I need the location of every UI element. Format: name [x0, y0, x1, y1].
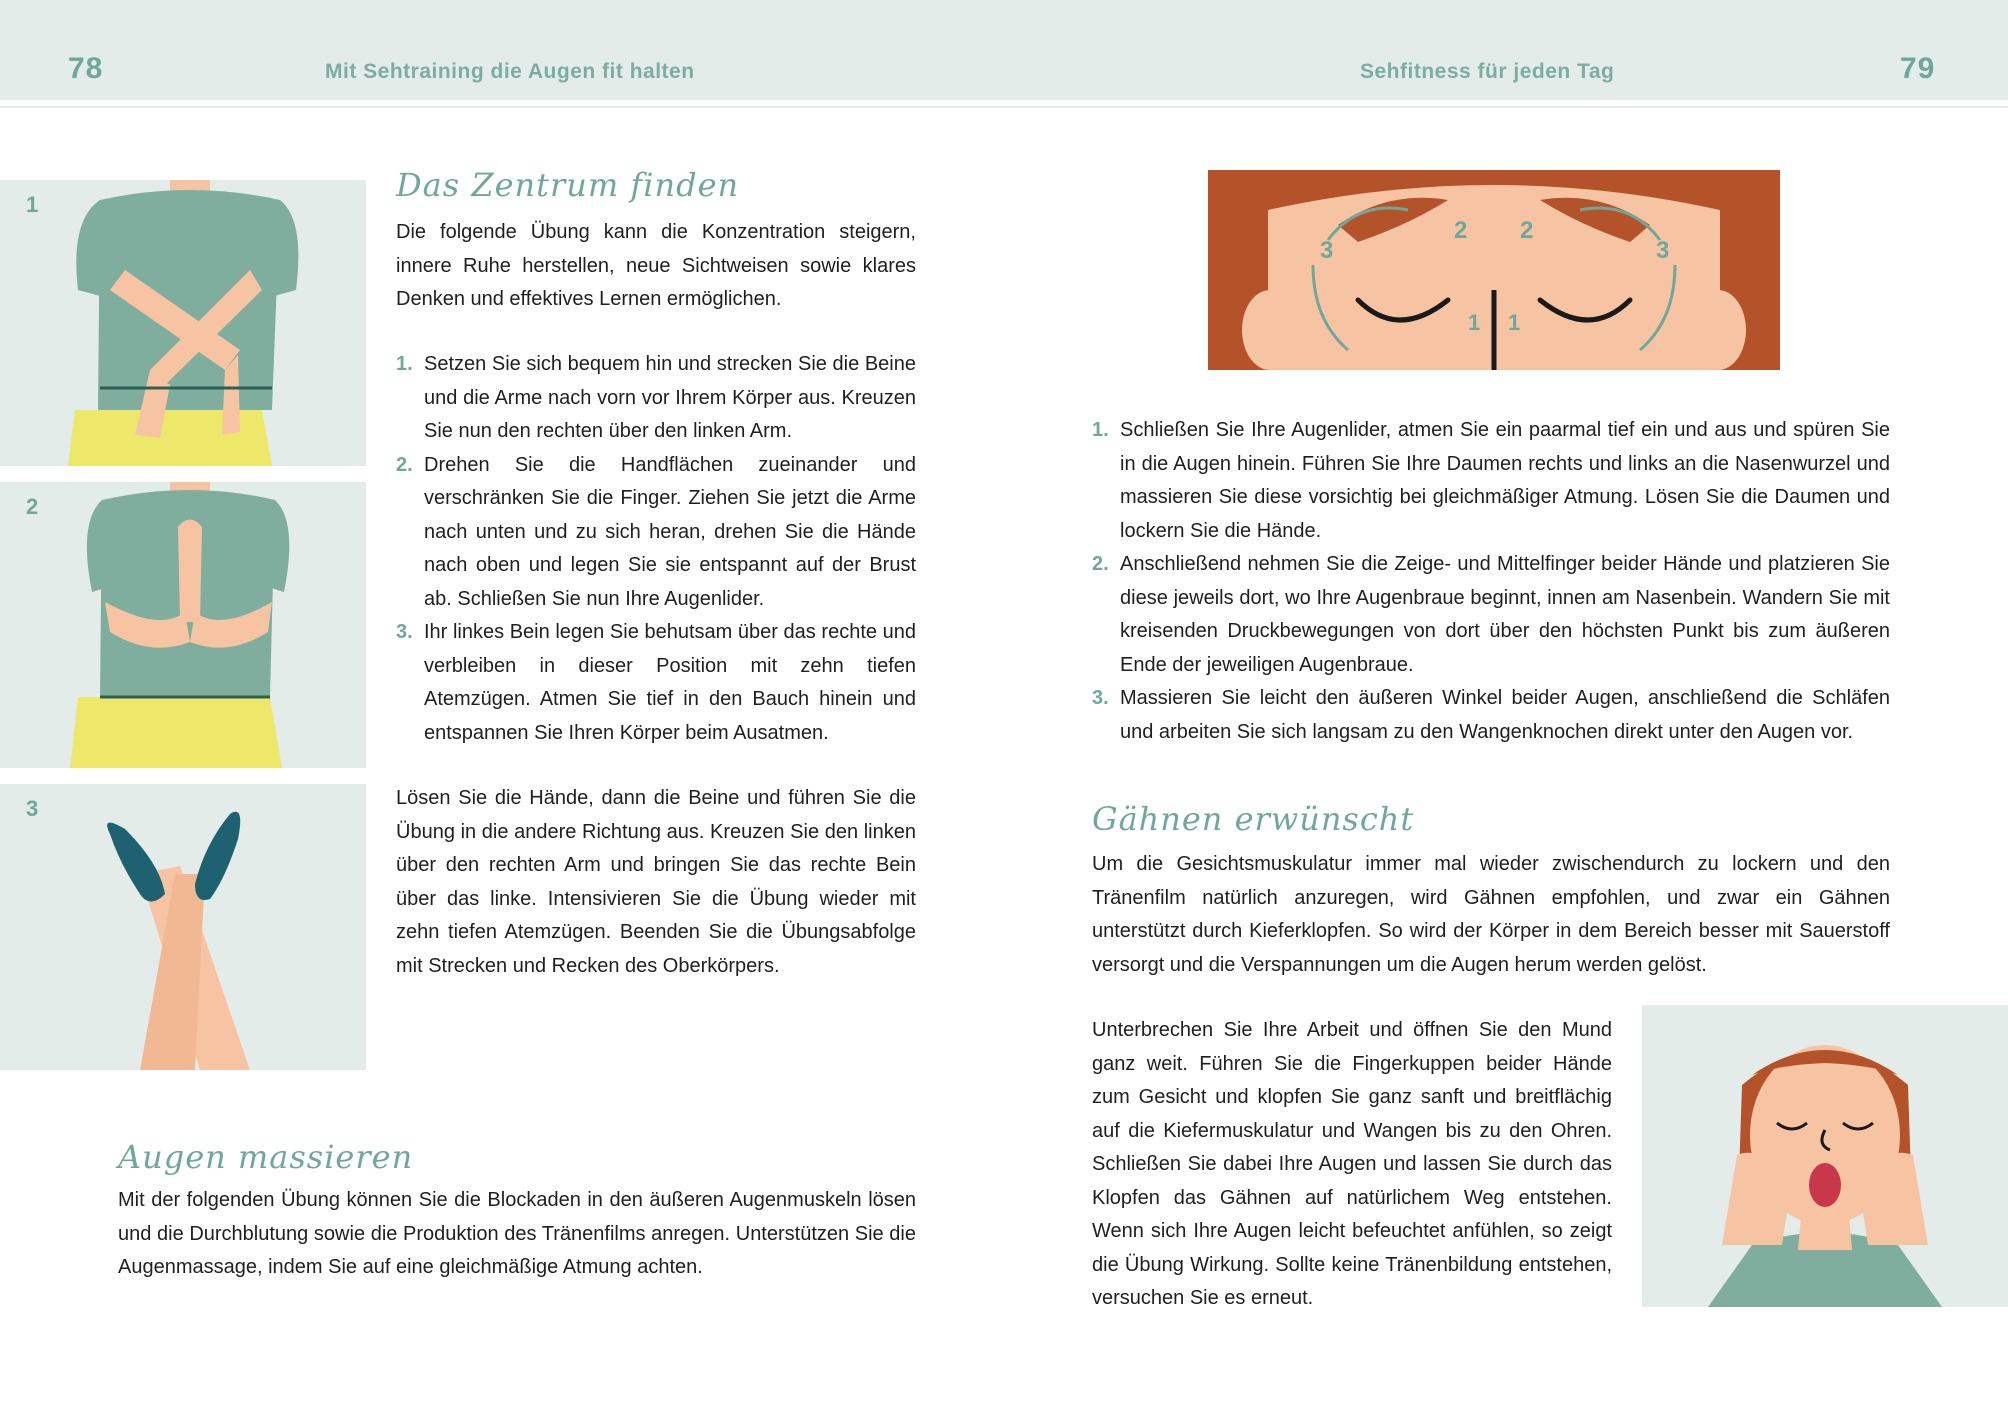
step-number: 2.	[396, 453, 413, 476]
illustration-panel-2	[0, 482, 366, 768]
face-label-2-left: 2	[1454, 217, 1468, 244]
hands-on-chest-illustration	[0, 482, 366, 768]
zentrum-intro: Die folgende Übung kann die Konzentration steigern, innere Ruhe herstellen, neue Sichtweisen sowie klares Denken und effektives Lernen ermöglichen.	[396, 221, 916, 310]
step-text: Ihr linkes Bein legen Sie behutsam über das rechte und verbleiben in dieser Position mit zehn tiefen Atemzügen. Atmen Sie tief in den Bauch hinein und entspannen Sie Ihren Körper beim Ausatmen.	[424, 621, 916, 744]
step-number: 3.	[396, 621, 413, 643]
section-heading-zentrum: Das Zentrum finden	[396, 166, 740, 204]
illustration-panel-1	[0, 180, 366, 466]
face-label-1-left: 1	[1468, 310, 1481, 335]
zentrum-outro: Lösen Sie die Hände, dann die Beine und führen Sie die Übung in die andere Richtung aus. Kreuzen Sie den linken über den rechten Arm und bringen Sie das rechte Bein über das linke. Intensivieren Sie die Übung wieder mit zehn tiefen Atemzügen. Beenden Sie die Übungsabfolge mit Strecken und Recken des Oberkörpers.	[396, 787, 916, 977]
step-number: 3.	[1092, 687, 1109, 709]
face-label-1-right: 1	[1508, 310, 1521, 335]
crossed-legs-illustration	[0, 784, 366, 1070]
left-page-number: 78	[68, 52, 104, 85]
massage-text: Mit der folgenden Übung können Sie die Blockaden in den äußeren Augenmuskeln lösen und die Durchblutung sowie die Produktion des Tränenfilms anregen. Unterstützen Sie die Augenmassage, indem Sie auf eine gleichmäßige Atmung achten.	[118, 1189, 916, 1278]
list-item	[396, 616, 916, 750]
face-massage-illustration	[1208, 170, 1780, 370]
section-heading-massage: Augen massieren	[118, 1138, 414, 1176]
step-text: Massieren Sie leicht den äußeren Winkel beider Augen, anschließend die Schläfen und arbeiten Sie sich langsam zu den Wangenknochen direkt unter den Augen vor.	[1120, 687, 1890, 743]
zentrum-steps	[396, 348, 916, 750]
face-label-3-right: 3	[1656, 237, 1670, 264]
list-item	[396, 449, 916, 617]
list-item	[1092, 414, 1890, 548]
step-text: Schließen Sie Ihre Augenlider, atmen Sie ein paarmal tief ein und aus und spüren Sie in die Augen hinein. Führen Sie Ihre Daumen rechts und links an die Nasenwurzel und massieren Sie diese vorsichtig bei gleichmäßiger Atmung. Lösen Sie die Daumen und lockern Sie die Hände.	[1120, 419, 1890, 542]
step-text: Setzen Sie sich bequem hin und strecken Sie die Beine und die Arme nach vorn vor Ihrem Körper aus. Kreuzen Sie nun den rechten über den linken Arm.	[424, 353, 916, 442]
list-item	[1092, 548, 1890, 682]
step-number: 1.	[1092, 419, 1109, 441]
massage-steps	[1092, 414, 1890, 749]
illustration-panel-3	[0, 784, 366, 1070]
right-running-title: Sehfitness für jeden Tag	[1360, 60, 1615, 83]
step-text: Anschließend nehmen Sie die Zeige- und Mittelfinger beider Hände und platzieren Sie diese jeweils dort, wo Ihre Augenbraue beginnt, innen am Nasenbein. Wandern Sie mit kreisenden Druckbewegungen von dort über den höchsten Punkt bis zum äußeren Ende der jeweiligen Augenbraue.	[1120, 553, 1890, 676]
right-page-number: 79	[1900, 52, 1936, 85]
step-text: Drehen Sie die Handflächen zueinander und verschränken Sie die Finger. Ziehen Sie jetzt die Arme nach unten und zu sich heran, drehen Sie die Hände nach oben und legen Sie sie entspannt auf der Brust ab. Schließen Sie nun Ihre Augenlider.	[424, 453, 916, 610]
page-header-band	[0, 0, 2008, 100]
face-label-3-left: 3	[1320, 237, 1334, 264]
left-running-title: Mit Sehtraining die Augen fit halten	[325, 60, 695, 83]
step-number: 1.	[396, 353, 413, 375]
list-item	[396, 348, 916, 449]
face-diagram	[1208, 170, 1780, 370]
crossed-arms-illustration	[0, 180, 366, 466]
section-heading-gaehnen: Gähnen erwünscht	[1092, 800, 1415, 838]
panel-number-1: 1	[26, 192, 39, 217]
face-label-2-right: 2	[1520, 217, 1534, 244]
yawning-illustration	[1642, 1005, 2008, 1307]
gaehnen-text-2: Unterbrechen Sie Ihre Arbeit und öffnen Sie den Mund ganz weit. Führen Sie die Fingerkuppen beider Hände zum Gesicht und klopfen Sie ganz sanft und breitflächig auf die Kiefermuskulatur und Wangen bis zu den Ohren. Schließen Sie dabei Ihre Augen und lassen Sie durch das Klopfen das Gähnen auf natürlichem Weg entstehen. Wenn sich Ihre Augen leicht befeuchtet anfühlen, so zeigt die Übung Wirkung. Sollte keine Tränenbildung entstehen, versuchen Sie es erneut.	[1092, 1019, 1612, 1309]
header-divider	[0, 100, 2008, 108]
gaehnen-text-1: Um die Gesichtsmuskulatur immer mal wieder zwischendurch zu lockern und den Tränenfilm natürlich anzuregen, wird Gähnen empfohlen, und zwar ein Gähnen unterstützt durch Kieferklopfen. So wird der Körper in dem Bereich besser mit Sauerstoff versorgt und die Verspannungen um die Augen herum werden gelöst.	[1092, 853, 1890, 976]
step-number: 2.	[1092, 553, 1109, 575]
yawning-face	[1642, 1005, 2008, 1307]
panel-number-3: 3	[26, 796, 39, 821]
list-item	[1092, 682, 1890, 749]
panel-number-2: 2	[26, 494, 39, 519]
